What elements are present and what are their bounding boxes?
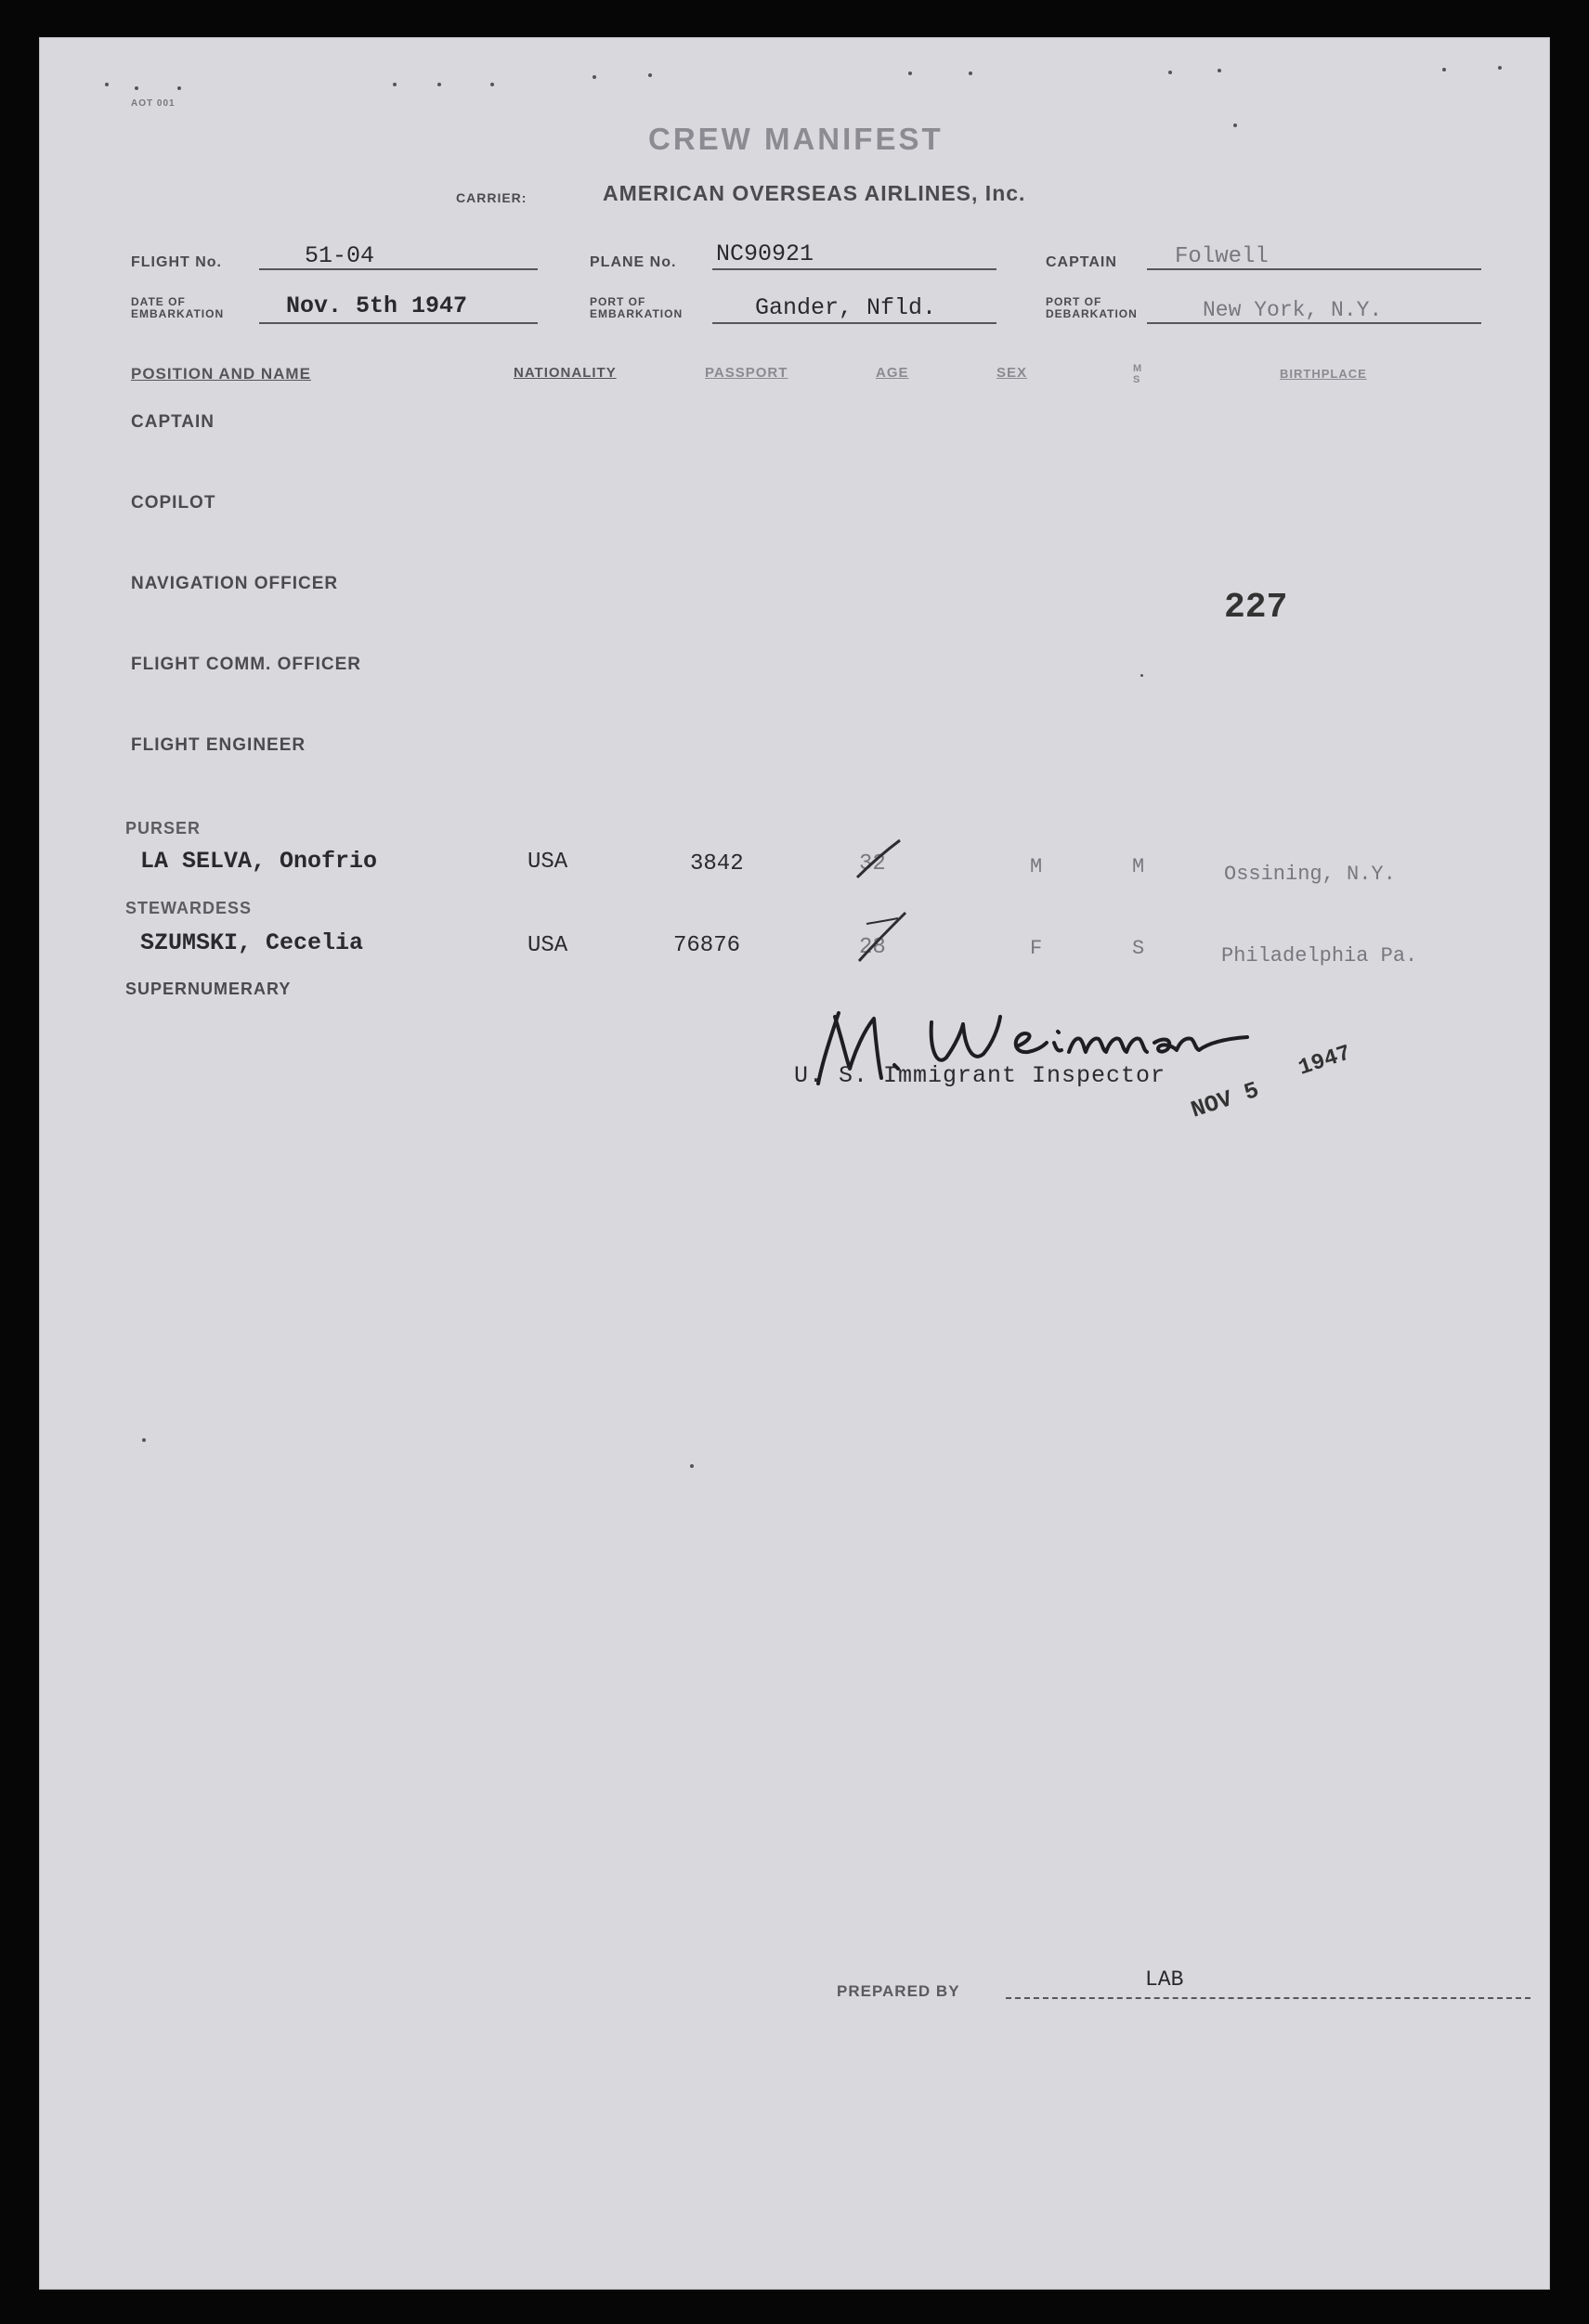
crew-age: 32	[859, 851, 886, 876]
flight-number: 51-04	[305, 242, 375, 269]
position-supernumerary: SUPERNUMERARY	[125, 980, 292, 998]
date-label	[131, 296, 224, 320]
speck	[1442, 68, 1446, 71]
crew-passport: 3842	[690, 851, 744, 876]
port-emb-label-line2: EMBARKATION	[590, 307, 684, 320]
crew-birthplace: Philadelphia Pa.	[1221, 944, 1418, 967]
speck	[437, 83, 441, 86]
embarkation-date: Nov. 5th 1947	[286, 292, 468, 319]
crew-name: SZUMSKI, Cecelia	[140, 929, 364, 956]
inspector-title: U. S. Immigrant Inspector	[794, 1062, 1166, 1089]
port-debarkation: New York, N.Y.	[1203, 298, 1383, 322]
speck	[1168, 71, 1172, 74]
prepared-by-initials: LAB	[1145, 1967, 1184, 1992]
crew-nationality: USA	[527, 933, 568, 958]
prepared-by-label: PREPARED BY	[837, 1982, 960, 2000]
date-line	[259, 322, 538, 324]
crew-sex: F	[1030, 937, 1043, 960]
speck	[690, 1464, 694, 1468]
crew-passport: 76876	[673, 933, 741, 958]
prepared-by-line	[1006, 1997, 1530, 1999]
port-deb-label-line2: DEBARKATION	[1046, 307, 1138, 320]
page-number: 227	[1224, 588, 1288, 628]
date-label-line2: EMBARKATION	[131, 307, 225, 320]
speck	[1233, 123, 1237, 127]
speck	[1498, 66, 1502, 70]
col-nationality: NATIONALITY	[514, 365, 617, 381]
crew-birthplace: Ossining, N.Y.	[1224, 863, 1396, 886]
speck	[177, 86, 181, 90]
speck	[105, 83, 109, 86]
speck	[969, 71, 972, 75]
col-ms-m: M	[1133, 363, 1143, 374]
stamp-year: 1947	[1296, 1041, 1355, 1082]
port-emb-label-line1: PORT OF	[590, 295, 646, 308]
manifest-sheet	[39, 37, 1550, 2290]
captain-name: Folwell	[1175, 244, 1269, 269]
port-embarkation-line	[712, 322, 996, 324]
speck	[142, 1438, 146, 1442]
crew-sex: M	[1030, 855, 1043, 878]
col-age: AGE	[876, 365, 909, 381]
speck	[1218, 69, 1221, 72]
carrier-label: CARRIER:	[456, 190, 527, 205]
speck	[593, 75, 596, 79]
position-navigation-officer: NAVIGATION OFFICER	[131, 574, 339, 593]
stamp-date: NOV 5	[1188, 1076, 1263, 1124]
speck	[135, 86, 138, 90]
port-embarkation-label	[590, 296, 683, 320]
port-embarkation: Gander, Nfld.	[755, 294, 937, 321]
flight-line	[259, 268, 538, 270]
age-strike-mark	[850, 907, 915, 967]
plane-number: NC90921	[716, 240, 814, 267]
position-stewardess: STEWARDESS	[125, 899, 253, 917]
col-birthplace: BIRTHPLACE	[1280, 367, 1367, 381]
col-marital-status	[1133, 363, 1142, 385]
plane-label: PLANE No.	[590, 254, 677, 270]
col-sex: SEX	[996, 365, 1028, 381]
position-captain: CAPTAIN	[131, 412, 215, 432]
form-code: AOT 001	[131, 98, 176, 109]
port-deb-label-line1: PORT OF	[1046, 295, 1102, 308]
position-flight-comm-officer: FLIGHT COMM. OFFICER	[131, 655, 361, 674]
speck	[490, 83, 494, 86]
position-flight-engineer: FLIGHT ENGINEER	[131, 735, 306, 755]
carrier-name: AMERICAN OVERSEAS AIRLINES, Inc.	[603, 181, 1026, 205]
crew-marital: S	[1132, 937, 1145, 960]
col-passport: PASSPORT	[705, 365, 788, 381]
speck	[908, 71, 912, 75]
date-label-line1: DATE OF	[131, 295, 186, 308]
port-debarkation-label	[1046, 296, 1138, 320]
crew-age: 28	[859, 935, 886, 960]
crew-marital: M	[1132, 855, 1145, 878]
crew-name: LA SELVA, Onofrio	[140, 848, 378, 875]
age-strike-mark	[850, 837, 905, 883]
document-title: CREW MANIFEST	[648, 122, 944, 156]
plane-line	[712, 268, 996, 270]
position-purser: PURSER	[125, 819, 202, 837]
captain-label: CAPTAIN	[1046, 254, 1117, 270]
col-ms-s: S	[1133, 374, 1141, 385]
speck	[648, 73, 652, 77]
crew-nationality: USA	[527, 850, 568, 875]
position-copilot: COPILOT	[131, 493, 216, 513]
speck	[1140, 674, 1143, 677]
speck	[393, 83, 397, 86]
port-debarkation-line	[1147, 322, 1481, 324]
col-position-name: POSITION AND NAME	[131, 365, 311, 383]
flight-label: FLIGHT No.	[131, 254, 222, 270]
